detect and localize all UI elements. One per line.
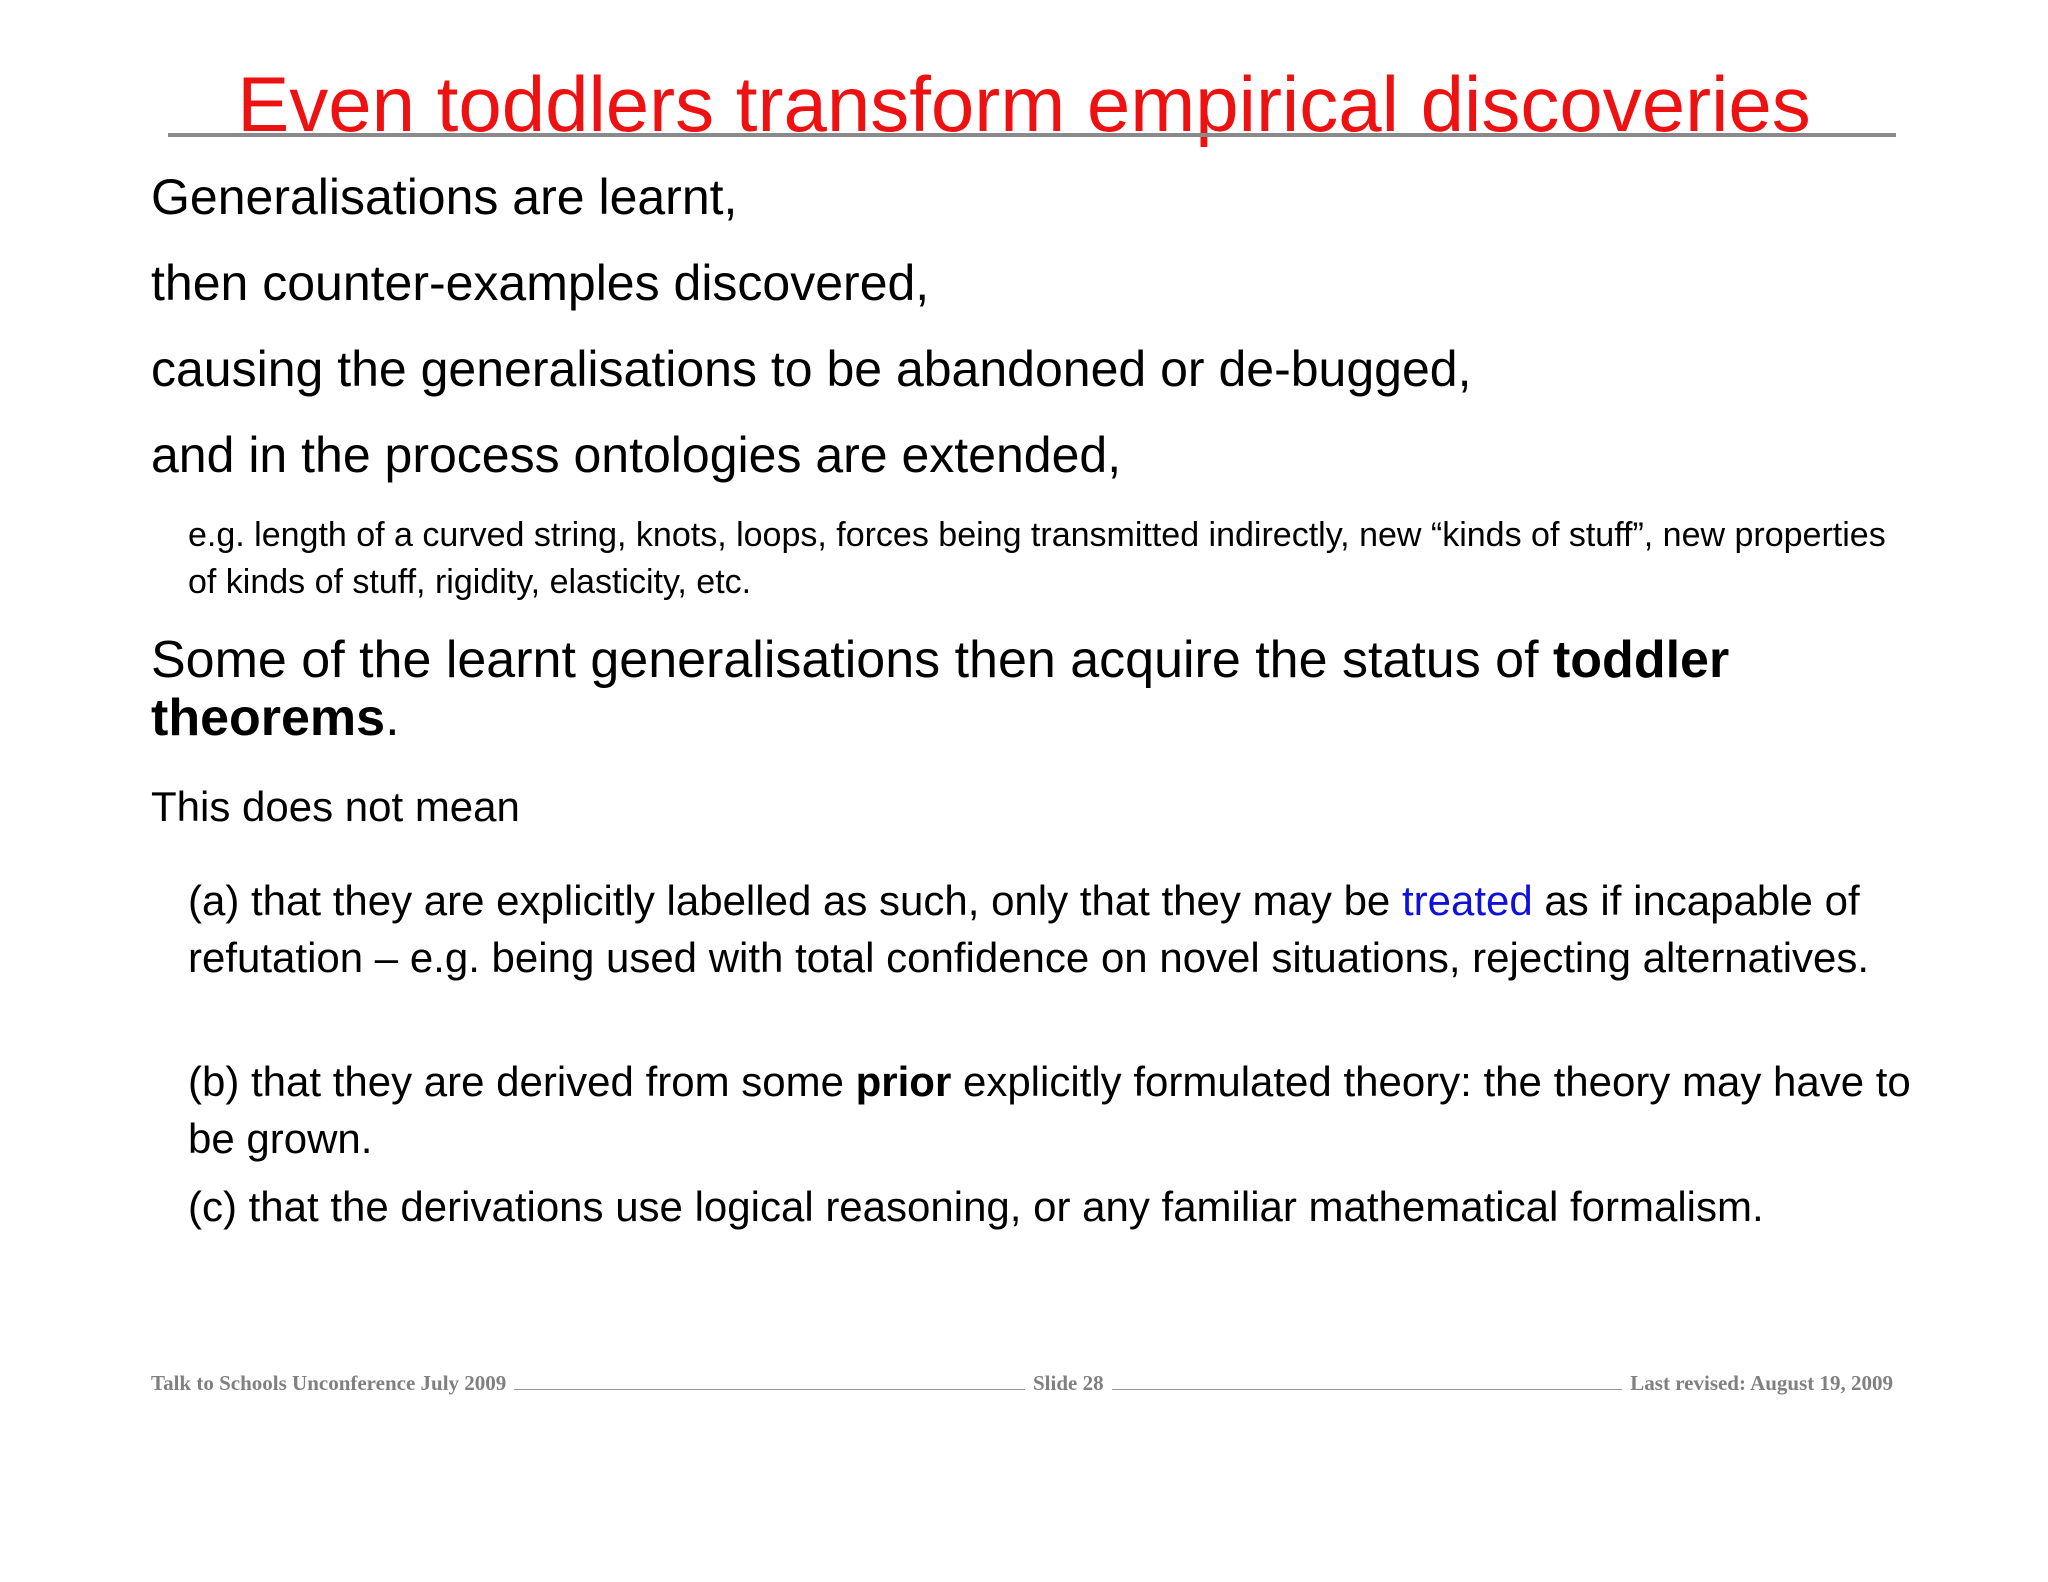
does-not-mean-intro: This does not mean [151, 783, 520, 830]
point-c: (c) that the derivations use logical reasoning, or any familiar mathematical formalism. [188, 1183, 1764, 1230]
treated-highlight: treated [1401, 877, 1533, 924]
point-a [188, 872, 1928, 986]
toddler-theorems-statement [151, 631, 1911, 747]
line-ontologies: and in the process ontologies are extended, [151, 427, 1122, 483]
point-a-text: (a) that they are explicitly labelled as such, only that they may be [188, 877, 1402, 924]
example-text: e.g. length of a curved string, knots, loops, forces being transmitted indirectly, new “kinds of stuff”, new properties of kinds of stuff, rigidity, elasticity, etc. [188, 516, 1886, 601]
point-b [188, 1053, 1928, 1167]
footer-right: Last revised: August 19, 2009 [1630, 1371, 1894, 1395]
line-counter-examples: then counter-examples discovered, [151, 255, 930, 311]
title-underline [168, 133, 1896, 137]
footer-slide-number: Slide 28 [1032, 1371, 1104, 1395]
footer-rule-left [514, 1389, 1025, 1390]
footer-rule-right [1112, 1389, 1623, 1390]
statement-end: . [385, 689, 400, 747]
point-b-bold: prior [855, 1058, 952, 1105]
statement-text: Some of the learnt generalisations then acquire the status of [151, 631, 1553, 689]
footer-left: Talk to Schools Unconference July 2009 [151, 1371, 507, 1395]
point-a-rest: as if incapable of refutation – e.g. being used with total confidence on novel situations, rejecting alternatives. [188, 877, 1870, 981]
line-generalisations: Generalisations are learnt, [151, 169, 738, 225]
line-abandoned: causing the generalisations to be abandoned or de-bugged, [151, 341, 1472, 397]
point-b-rest: explicitly formulated theory: the theory may have to be grown. [188, 1058, 1911, 1162]
point-b-text: (b) that they are derived from some [188, 1058, 856, 1105]
slide-title: Even toddlers transform empirical discoveries [237, 60, 1811, 148]
statement-bold: toddler theorems [151, 631, 1730, 747]
slide-footer [151, 1366, 1893, 1396]
